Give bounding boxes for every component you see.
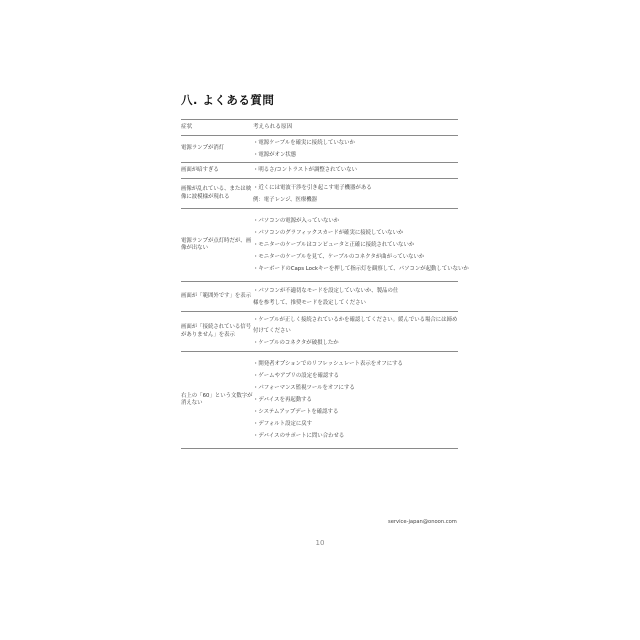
cause-item: ・デフォルト設定に戻す	[253, 421, 313, 427]
cause-column-header: 考えられる原因	[253, 120, 458, 136]
support-email: service-japan@onoon.com	[388, 519, 457, 525]
table-row	[181, 136, 458, 163]
cause-item: ・システムアップデートを確認する	[253, 409, 339, 415]
table-row	[181, 209, 458, 282]
table-row	[181, 312, 458, 352]
table-header-row	[181, 120, 458, 136]
table-row	[181, 282, 458, 312]
cause-item: ・近くには電波干渉を引き起こす電子機器がある	[253, 184, 372, 191]
cause-item: ・電源ケーブルを確実に接続していないか	[253, 140, 355, 146]
cause-cell	[253, 136, 458, 163]
cause-item: 例：電子レンジ、医療機器	[253, 196, 317, 203]
cause-item: 様を参考して、推奨モードを設定してください	[253, 299, 366, 306]
table-row	[181, 179, 458, 209]
cause-cell	[253, 163, 458, 179]
symptom-cell: 画面が暗すぎる	[181, 163, 253, 179]
cause-item: ・ケーブルのコネクタが破損したか	[253, 339, 339, 346]
symptom-cell: 画像が乱れている、または映像に波模様が現れる	[181, 179, 253, 209]
symptom-cell: 画面が「範囲外です」を表示	[181, 282, 253, 312]
cause-item: ・モニターのケーブルはコンピュータと正確に接続されていないか	[253, 242, 415, 248]
cause-item: ・開発者オプションでのリフレッシュレート表示をオフにする	[253, 361, 403, 367]
cause-item: ・パソコンが不適切なモードを設定していないか、製品の仕	[253, 287, 399, 294]
table-row	[181, 163, 458, 179]
cause-item: ・ケーブルが正しく接続されているかを確認してください。緩んでいる場合には締め付けてください	[253, 316, 458, 334]
cause-cell	[253, 209, 469, 282]
faq-table	[181, 119, 469, 449]
cause-cell	[253, 352, 458, 449]
cause-item: ・電源がオン状態	[253, 152, 297, 158]
cause-cell	[253, 312, 458, 352]
cause-item: ・パソコンの電源が入っていないか	[253, 218, 340, 224]
cause-item: ・パソコンのグラフィックスカードが確実に接続していないか	[253, 230, 404, 236]
cause-cell	[253, 282, 458, 312]
cause-item: ・明るさ/コントラストが調整されていない	[253, 166, 358, 173]
symptom-cell: 右上の「60」という文数字が消えない	[181, 352, 253, 449]
cause-cell	[253, 179, 458, 209]
section-title: 八. よくある質問	[181, 93, 275, 107]
cause-item: ・キーボードのCaps Lockキーを押して指示灯を観察して、パソコンが起動していないか	[253, 266, 469, 272]
symptom-cell: 電源ランプが点灯時だが、画像が出ない	[181, 209, 253, 282]
page-number: 10	[315, 539, 325, 547]
cause-item: ・デバイスを再起動する	[253, 397, 312, 403]
cause-item: ・モニターのケーブルを見て、ケーブルのコネクタが曲がっていないか	[253, 254, 425, 260]
symptom-column-header: 症状	[181, 120, 253, 136]
table-row	[181, 352, 458, 449]
cause-item: ・ゲームやアプリの設定を確認する	[253, 373, 340, 379]
cause-item: ・デバイスのサポートに問い合わせる	[253, 433, 345, 439]
cause-item: ・パフォーマンス監視ツールをオフにする	[253, 385, 355, 391]
symptom-cell: 電源ランプが消灯	[181, 136, 253, 163]
symptom-cell: 画面が「接続されている信号がありません」を表示	[181, 312, 253, 352]
